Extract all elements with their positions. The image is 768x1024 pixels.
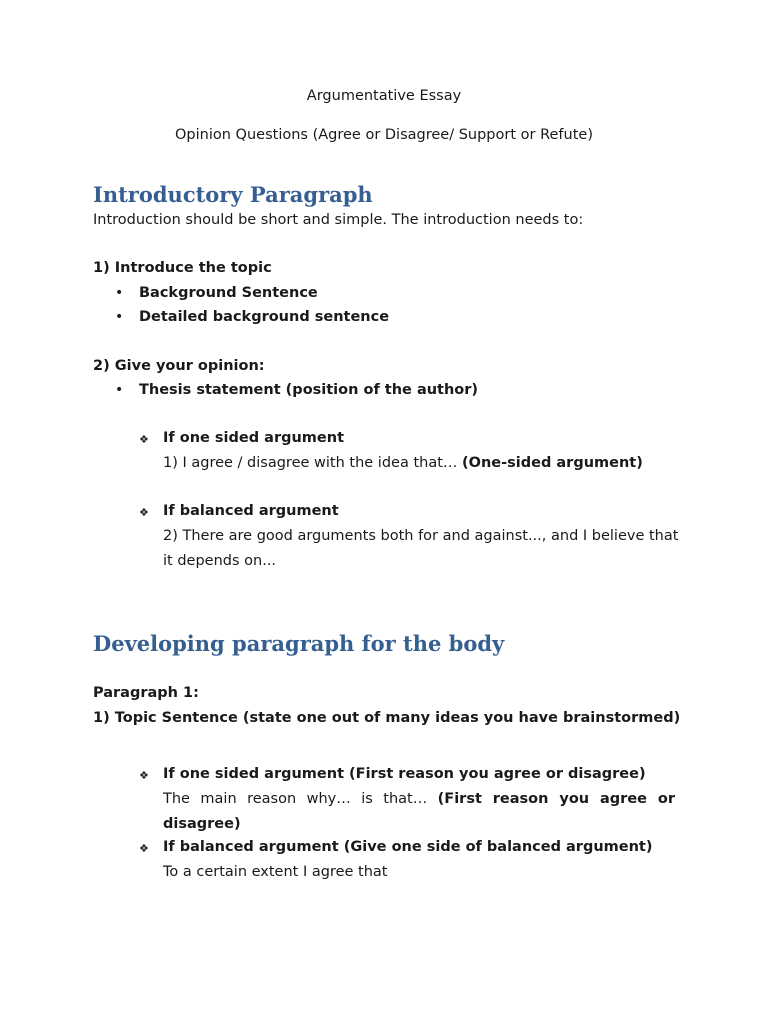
intro-case1-bold: (One-sided argument): [462, 455, 643, 471]
intro-heading: Introductory Paragraph: [93, 182, 373, 207]
diamond-bullet-icon: ❖: [139, 433, 149, 446]
bullet-dot-icon: •: [115, 309, 124, 325]
intro-step2: 2) Give your opinion:: [93, 358, 265, 374]
body-case1-bold1: (First reason you agree or: [437, 791, 675, 807]
intro-case1-text: 1) I agree / disagree with the idea that…: [163, 455, 463, 471]
body-case1-bold2: disagree): [163, 816, 241, 832]
diamond-bullet-icon: ❖: [139, 769, 149, 782]
body-case2-title: If balanced argument (Give one side of balanced argument): [163, 839, 653, 855]
intro-step2-bullet: Thesis statement (position of the author): [139, 382, 479, 398]
body-case1-text: The main reason why… is that…: [163, 791, 438, 807]
bullet-dot-icon: •: [115, 285, 124, 301]
intro-lead: Introduction should be short and simple. The introduction needs to:: [93, 212, 584, 228]
body-heading: Developing paragraph for the body: [93, 631, 505, 656]
intro-step1: 1) Introduce the topic: [93, 260, 272, 276]
body-case1-line: [163, 791, 675, 807]
intro-case1-title: If one sided argument: [163, 430, 344, 446]
intro-step1-bullet-1: Background Sentence: [139, 285, 318, 301]
intro-case2-line1: 2) There are good arguments both for and against..., and I believe that: [163, 528, 679, 544]
bullet-dot-icon: •: [115, 382, 124, 398]
body-paragraph-label: Paragraph 1:: [93, 685, 199, 701]
diamond-bullet-icon: ❖: [139, 842, 149, 855]
intro-step1-bullet-2: Detailed background sentence: [139, 309, 390, 325]
document-subtitle: Opinion Questions (Agree or Disagree/ Support or Refute): [175, 127, 593, 143]
intro-case2-line2: it depends on...: [163, 553, 277, 569]
body-case1-title: If one sided argument (First reason you agree or disagree): [163, 766, 646, 782]
document-title: Argumentative Essay: [306, 88, 462, 104]
body-case2-text: To a certain extent I agree that: [163, 864, 388, 880]
intro-case1-line: [163, 455, 643, 471]
intro-case2-title: If balanced argument: [163, 503, 339, 519]
diamond-bullet-icon: ❖: [139, 506, 149, 519]
body-topic-sentence: 1) Topic Sentence (state one out of many ideas you have brainstormed): [93, 710, 681, 726]
